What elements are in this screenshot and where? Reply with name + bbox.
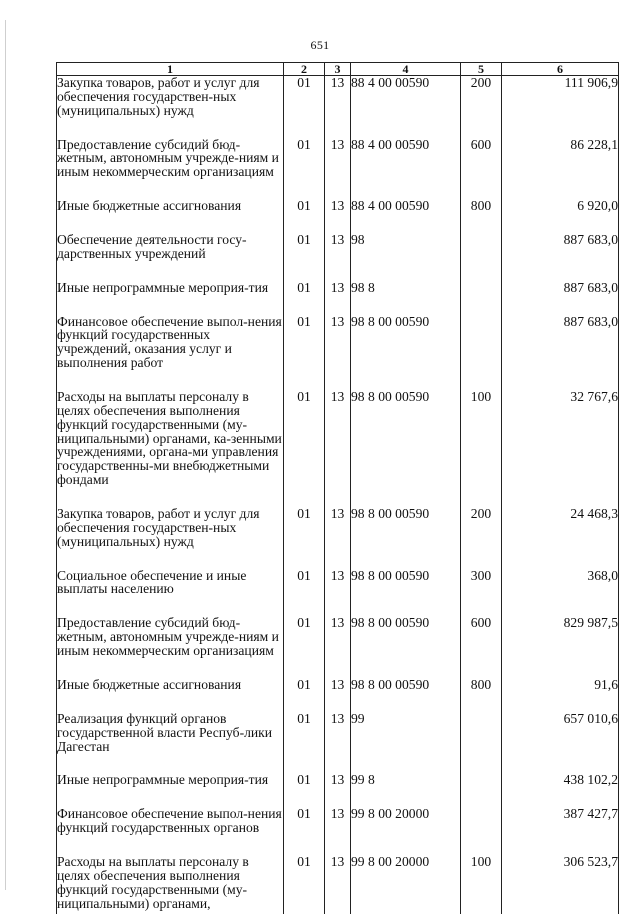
scan-edge-line bbox=[5, 20, 6, 890]
row-section-cell: 01 bbox=[284, 386, 325, 503]
row-subsection-cell: 13 bbox=[325, 708, 351, 770]
row-section-cell: 01 bbox=[284, 311, 325, 386]
row-expense-type-cell bbox=[461, 769, 502, 803]
row-subsection-cell: 13 bbox=[325, 612, 351, 674]
row-subsection-cell: 13 bbox=[325, 229, 351, 277]
row-target-article-cell: 98 8 00 00590 bbox=[351, 565, 461, 613]
row-name-cell: Иные непрограммные мероприя-тия bbox=[57, 769, 284, 803]
row-name-cell: Реализация функций органов государственной власти Респуб-лики Дагестан bbox=[57, 708, 284, 770]
table-row bbox=[57, 277, 619, 311]
column-header-expense-type: 5 bbox=[461, 63, 502, 76]
row-expense-type-cell: 300 bbox=[461, 565, 502, 613]
row-section-cell: 01 bbox=[284, 503, 325, 565]
column-header-section: 2 bbox=[284, 63, 325, 76]
row-target-article-cell: 99 8 bbox=[351, 769, 461, 803]
row-subsection-cell: 13 bbox=[325, 277, 351, 311]
row-subsection-cell: 13 bbox=[325, 134, 351, 196]
row-amount-cell: 438 102,2 bbox=[502, 769, 619, 803]
table-row bbox=[57, 76, 619, 134]
row-name-cell: Финансовое обеспечение выпол-нения функций государственных органов bbox=[57, 803, 284, 851]
row-amount-cell: 91,6 bbox=[502, 674, 619, 708]
table-body bbox=[57, 76, 619, 914]
row-amount-cell: 306 523,7 bbox=[502, 851, 619, 914]
table-row bbox=[57, 565, 619, 613]
row-section-cell: 01 bbox=[284, 708, 325, 770]
row-section-cell: 01 bbox=[284, 277, 325, 311]
row-name-cell: Иные бюджетные ассигнования bbox=[57, 195, 284, 229]
row-name-cell: Иные непрограммные мероприя-тия bbox=[57, 277, 284, 311]
row-target-article-cell: 98 8 00 00590 bbox=[351, 674, 461, 708]
row-expense-type-cell: 600 bbox=[461, 134, 502, 196]
row-subsection-cell: 13 bbox=[325, 565, 351, 613]
table-row bbox=[57, 195, 619, 229]
row-section-cell: 01 bbox=[284, 565, 325, 613]
row-expense-type-cell bbox=[461, 277, 502, 311]
row-name-cell: Предоставление субсидий бюд-жетным, автономным учрежде-ниям и иным некоммерческим организациям bbox=[57, 612, 284, 674]
table-row bbox=[57, 311, 619, 386]
row-target-article-cell: 99 8 00 20000 bbox=[351, 851, 461, 914]
row-target-article-cell: 98 8 00 00590 bbox=[351, 386, 461, 503]
row-amount-cell: 887 683,0 bbox=[502, 229, 619, 277]
row-section-cell: 01 bbox=[284, 612, 325, 674]
table-row bbox=[57, 612, 619, 674]
column-header-name: 1 bbox=[57, 63, 284, 76]
row-subsection-cell: 13 bbox=[325, 195, 351, 229]
row-amount-cell: 657 010,6 bbox=[502, 708, 619, 770]
row-section-cell: 01 bbox=[284, 803, 325, 851]
table-row bbox=[57, 803, 619, 851]
row-name-cell: Финансовое обеспечение выпол-нения функций государственных учреждений, оказания услуг и выполнения работ bbox=[57, 311, 284, 386]
row-amount-cell: 387 427,7 bbox=[502, 803, 619, 851]
table-row bbox=[57, 674, 619, 708]
row-target-article-cell: 88 4 00 00590 bbox=[351, 195, 461, 229]
row-amount-cell: 829 987,5 bbox=[502, 612, 619, 674]
row-target-article-cell: 98 8 00 00590 bbox=[351, 612, 461, 674]
row-amount-cell: 887 683,0 bbox=[502, 311, 619, 386]
row-section-cell: 01 bbox=[284, 674, 325, 708]
row-expense-type-cell: 200 bbox=[461, 503, 502, 565]
row-target-article-cell: 98 8 00 00590 bbox=[351, 311, 461, 386]
row-subsection-cell: 13 bbox=[325, 851, 351, 914]
row-name-cell: Расходы на выплаты персоналу в целях обеспечения выполнения функций государственными (му-ниципальными) органами, bbox=[57, 851, 284, 914]
table-row bbox=[57, 134, 619, 196]
row-amount-cell: 32 767,6 bbox=[502, 386, 619, 503]
row-expense-type-cell bbox=[461, 311, 502, 386]
row-section-cell: 01 bbox=[284, 769, 325, 803]
row-amount-cell: 111 906,9 bbox=[502, 76, 619, 134]
row-subsection-cell: 13 bbox=[325, 311, 351, 386]
column-header-target-article: 4 bbox=[351, 63, 461, 76]
row-amount-cell: 86 228,1 bbox=[502, 134, 619, 196]
row-subsection-cell: 13 bbox=[325, 803, 351, 851]
row-target-article-cell: 98 8 bbox=[351, 277, 461, 311]
row-name-cell: Обеспечение деятельности госу-дарственных учреждений bbox=[57, 229, 284, 277]
page-number: 651 bbox=[0, 38, 640, 53]
column-header-subsection: 3 bbox=[325, 63, 351, 76]
row-target-article-cell: 98 8 00 00590 bbox=[351, 503, 461, 565]
row-amount-cell: 24 468,3 bbox=[502, 503, 619, 565]
row-subsection-cell: 13 bbox=[325, 769, 351, 803]
row-target-article-cell: 98 bbox=[351, 229, 461, 277]
row-name-cell: Закупка товаров, работ и услуг для обеспечения государствен-ных (муниципальных) нужд bbox=[57, 503, 284, 565]
row-target-article-cell: 88 4 00 00590 bbox=[351, 76, 461, 134]
row-section-cell: 01 bbox=[284, 229, 325, 277]
table-row bbox=[57, 769, 619, 803]
row-section-cell: 01 bbox=[284, 76, 325, 134]
row-expense-type-cell: 800 bbox=[461, 195, 502, 229]
header-row bbox=[57, 63, 619, 76]
column-header-amount: 6 bbox=[502, 63, 619, 76]
table-row bbox=[57, 503, 619, 565]
row-subsection-cell: 13 bbox=[325, 76, 351, 134]
table-row bbox=[57, 708, 619, 770]
row-section-cell: 01 bbox=[284, 851, 325, 914]
row-name-cell: Предоставление субсидий бюд-жетным, автономным учрежде-ниям и иным некоммерческим организациям bbox=[57, 134, 284, 196]
row-section-cell: 01 bbox=[284, 195, 325, 229]
budget-table bbox=[56, 62, 619, 914]
row-name-cell: Закупка товаров, работ и услуг для обеспечения государствен-ных (муниципальных) нужд bbox=[57, 76, 284, 134]
row-subsection-cell: 13 bbox=[325, 674, 351, 708]
row-expense-type-cell: 100 bbox=[461, 851, 502, 914]
row-target-article-cell: 88 4 00 00590 bbox=[351, 134, 461, 196]
table-row bbox=[57, 386, 619, 503]
row-amount-cell: 887 683,0 bbox=[502, 277, 619, 311]
row-expense-type-cell bbox=[461, 803, 502, 851]
row-expense-type-cell: 100 bbox=[461, 386, 502, 503]
table-row bbox=[57, 229, 619, 277]
row-target-article-cell: 99 bbox=[351, 708, 461, 770]
row-amount-cell: 6 920,0 bbox=[502, 195, 619, 229]
row-subsection-cell: 13 bbox=[325, 386, 351, 503]
row-name-cell: Социальное обеспечение и иные выплаты населению bbox=[57, 565, 284, 613]
row-name-cell: Иные бюджетные ассигнования bbox=[57, 674, 284, 708]
row-expense-type-cell: 800 bbox=[461, 674, 502, 708]
row-expense-type-cell: 600 bbox=[461, 612, 502, 674]
row-expense-type-cell bbox=[461, 708, 502, 770]
row-expense-type-cell bbox=[461, 229, 502, 277]
row-subsection-cell: 13 bbox=[325, 503, 351, 565]
row-expense-type-cell: 200 bbox=[461, 76, 502, 134]
table-header bbox=[57, 63, 619, 76]
row-target-article-cell: 99 8 00 20000 bbox=[351, 803, 461, 851]
row-name-cell: Расходы на выплаты персоналу в целях обеспечения выполнения функций государственными (му-ниципальными) органами, ка-зенными учреждениями, органа-ми управления государственны-ми внебюджетными фондами bbox=[57, 386, 284, 503]
row-amount-cell: 368,0 bbox=[502, 565, 619, 613]
row-section-cell: 01 bbox=[284, 134, 325, 196]
